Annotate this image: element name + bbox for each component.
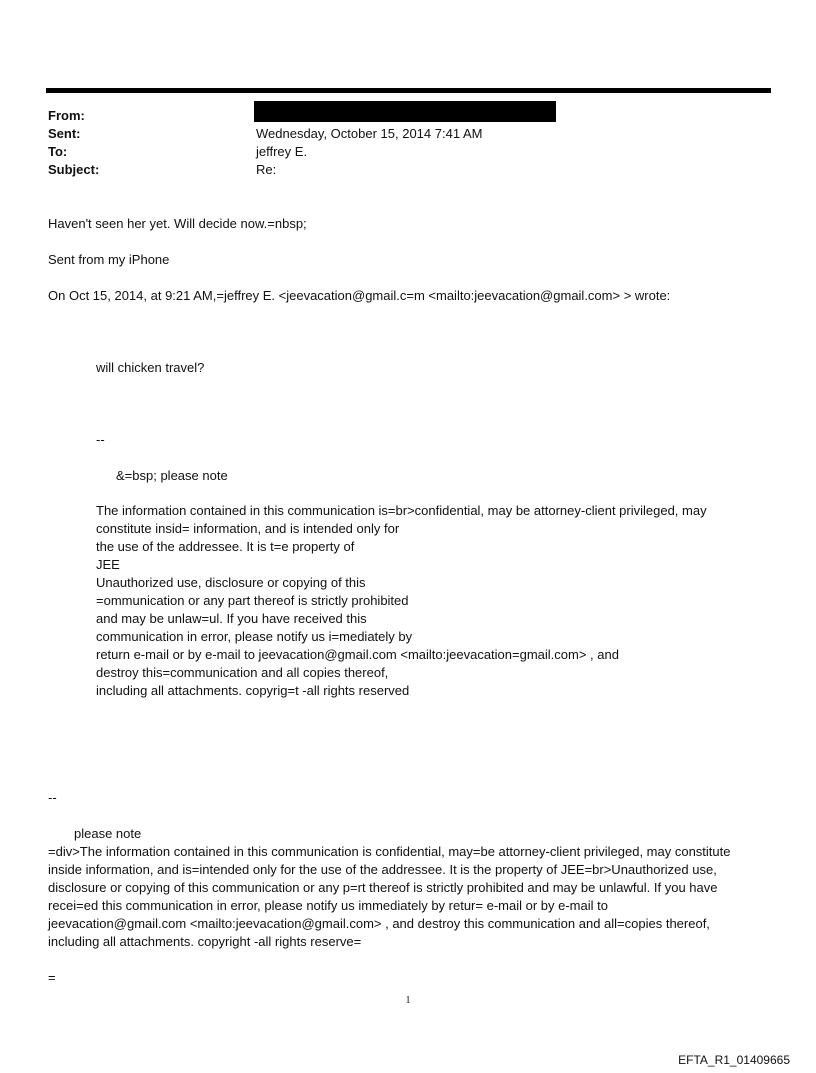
quoted-disclaimer-line: and may be unlaw=ul. If you have received this bbox=[96, 611, 367, 626]
subject-label: Subject: bbox=[48, 162, 100, 177]
outer-disclaimer-line: disclosure or copying of this communication or any p=rt thereof is strictly prohibited and may be unlawful. If you have bbox=[48, 880, 718, 895]
quoted-disclaimer-line: including all attachments. copyrig=t -all rights reserved bbox=[96, 683, 410, 698]
sent-value: Wednesday, October 15, 2014 7:41 AM bbox=[256, 126, 483, 141]
header-rule bbox=[46, 88, 771, 93]
trailing-equals: = bbox=[48, 970, 56, 985]
outer-dashes: -- bbox=[48, 790, 57, 805]
quoted-disclaimer-line: Unauthorized use, disclosure or copying of this bbox=[96, 575, 366, 590]
document-id: EFTA_R1_01409665 bbox=[678, 1053, 790, 1067]
quoted-question: will chicken travel? bbox=[96, 360, 205, 375]
to-value: jeffrey E. bbox=[256, 144, 308, 159]
quoted-disclaimer-line: The information contained in this communication is=br>confidential, may be attorney-client privileged, may bbox=[96, 503, 707, 518]
to-label: To: bbox=[48, 144, 68, 159]
outer-disclaimer-line: =div>The information contained in this communication is confidential, may=be attorney-client privileged, may constitute bbox=[48, 844, 731, 859]
outer-disclaimer-line: recei=ed this communication in error, please notify us immediately by retur= e-mail or by e-mail to bbox=[48, 898, 608, 913]
outer-please-note: please note bbox=[74, 826, 142, 841]
quote-intro: On Oct 15, 2014, at 9:21 AM,=jeffrey E. <jeevacation@gmail.c=m <mailto:jeevacation@gmail.com> > wrote: bbox=[48, 288, 671, 303]
quoted-dashes: -- bbox=[96, 432, 105, 447]
sent-label: Sent: bbox=[48, 126, 81, 141]
subject-value: Re: bbox=[256, 162, 277, 177]
quoted-please-note: &=bsp; please note bbox=[116, 468, 228, 483]
quoted-disclaimer-line: =ommunication or any part thereof is strictly prohibited bbox=[96, 593, 409, 608]
quoted-disclaimer bbox=[96, 502, 707, 700]
outer-disclaimer-line: including all attachments. copyright -all rights reserve= bbox=[48, 934, 362, 949]
reply-line: Haven't seen her yet. Will decide now.=nbsp; bbox=[48, 216, 307, 231]
from-label: From: bbox=[48, 108, 85, 123]
quoted-disclaimer-line: the use of the addressee. It is t=e property of bbox=[96, 539, 355, 554]
from-redaction bbox=[254, 101, 556, 122]
signature: Sent from my iPhone bbox=[48, 252, 170, 267]
outer-disclaimer-line: inside information, and is=intended only for the use of the addressee. It is the property of JEE=br>Unauthorized use, bbox=[48, 862, 717, 877]
quoted-disclaimer-line: JEE bbox=[96, 557, 120, 572]
quoted-disclaimer-line: destroy this=communication and all copies thereof, bbox=[96, 665, 389, 680]
quoted-disclaimer-line: return e-mail or by e-mail to jeevacation@gmail.com <mailto:jeevacation=gmail.com> , and bbox=[96, 647, 619, 662]
outer-disclaimer-line: jeevacation@gmail.com <mailto:jeevacation@gmail.com> , and destroy this communication and all=copies thereof, bbox=[48, 916, 710, 931]
outer-disclaimer bbox=[48, 843, 731, 951]
page-number: 1 bbox=[405, 995, 411, 1006]
quoted-disclaimer-line: constitute insid= information, and is intended only for bbox=[96, 521, 400, 536]
quoted-disclaimer-line: communication in error, please notify us i=mediately by bbox=[96, 629, 413, 644]
